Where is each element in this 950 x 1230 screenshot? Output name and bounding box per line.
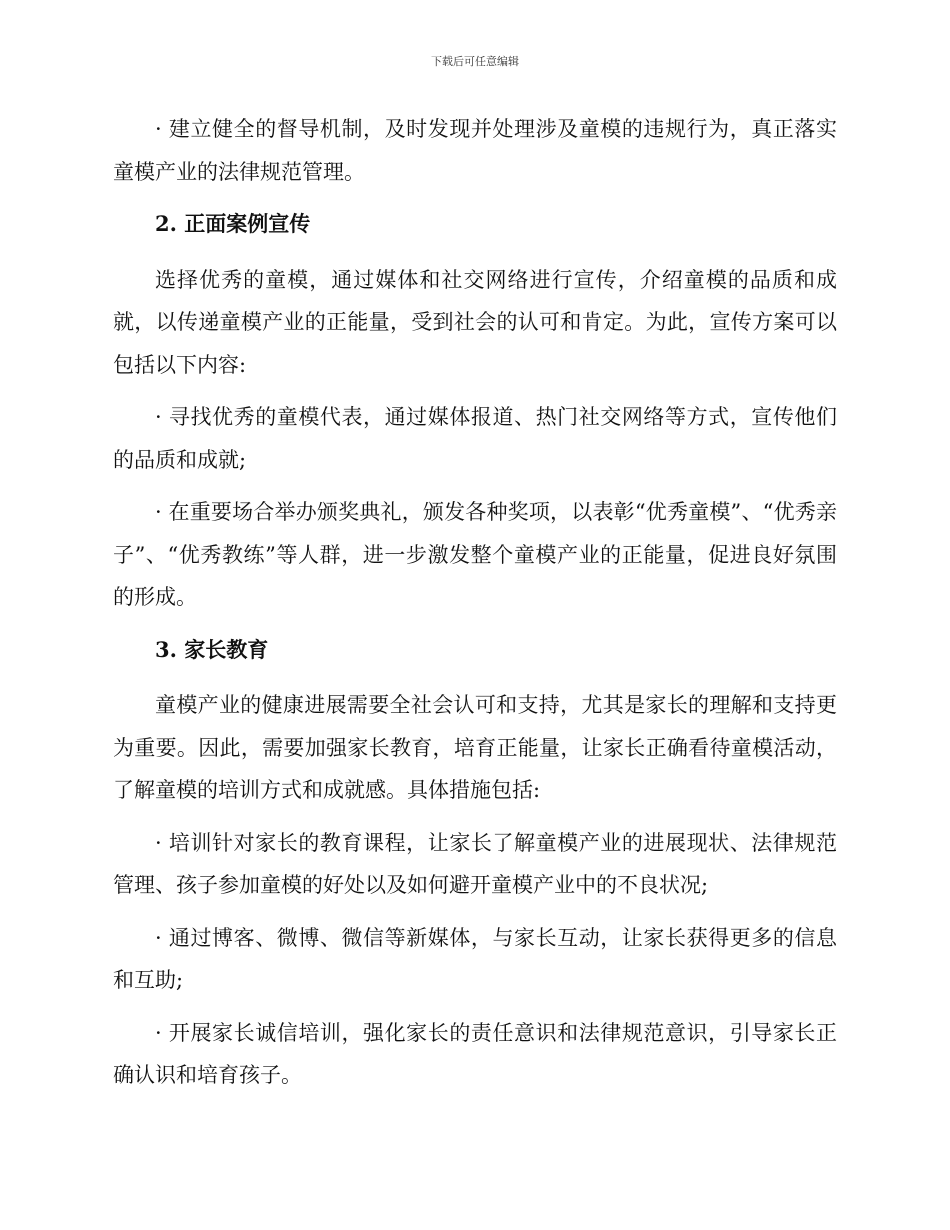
paragraph-bullet-parent-courses: · 培训针对家长的教育课程，让家长了解童模产业的进展现状、法律规范管理、孩子参加童模的好处以及如何避开童模产业中的不良状况; xyxy=(113,830,837,897)
paragraph-positive-cases-intro: 选择优秀的童模，通过媒体和社交网络进行宣传，介绍童模的品质和成就，以传递童模产业的正能量，受到社会的认可和肯定。为此，宣传方案可以包括以下内容: xyxy=(113,267,837,377)
section-heading-parent-education: 3. 家长教育 xyxy=(155,636,269,662)
document-body xyxy=(113,108,837,1097)
paragraph-bullet-supervision: · 建立健全的督导机制，及时发现并处理涉及童模的违规行为，真正落实童模产业的法律规范管理。 xyxy=(113,117,837,184)
paragraph-parent-education-intro: 童模产业的健康进展需要全社会认可和支持，尤其是家长的理解和支持更为重要。因此，需要加强家长教育，培育正能量，让家长正确看待童模活动，了解童模的培训方式和成就感。具体措施包括: xyxy=(113,693,837,802)
paragraph-bullet-award-ceremony: · 在重要场合举办颁奖典礼，颁发各种奖项，以表彰“优秀童模”、“优秀亲子”、“优秀教练”等人群，进一步激发整个童模产业的正能量，促进良好氛围的形成。 xyxy=(113,500,837,609)
paragraph-bullet-integrity-training: · 开展家长诚信培训，强化家长的责任意识和法律规范意识，引导家长正确认识和培育孩子。 xyxy=(113,1020,837,1087)
paragraph-bullet-find-models: · 寻找优秀的童模代表，通过媒体报道、热门社交网络等方式，宣传他们的品质和成就; xyxy=(113,405,837,472)
paragraph-bullet-new-media: · 通过博客、微博、微信等新媒体，与家长互动，让家长获得更多的信息和互助; xyxy=(113,925,837,992)
section-heading-positive-cases: 2. 正面案例宣传 xyxy=(155,211,311,236)
page-header: 下载后可任意编辑 xyxy=(431,55,519,68)
